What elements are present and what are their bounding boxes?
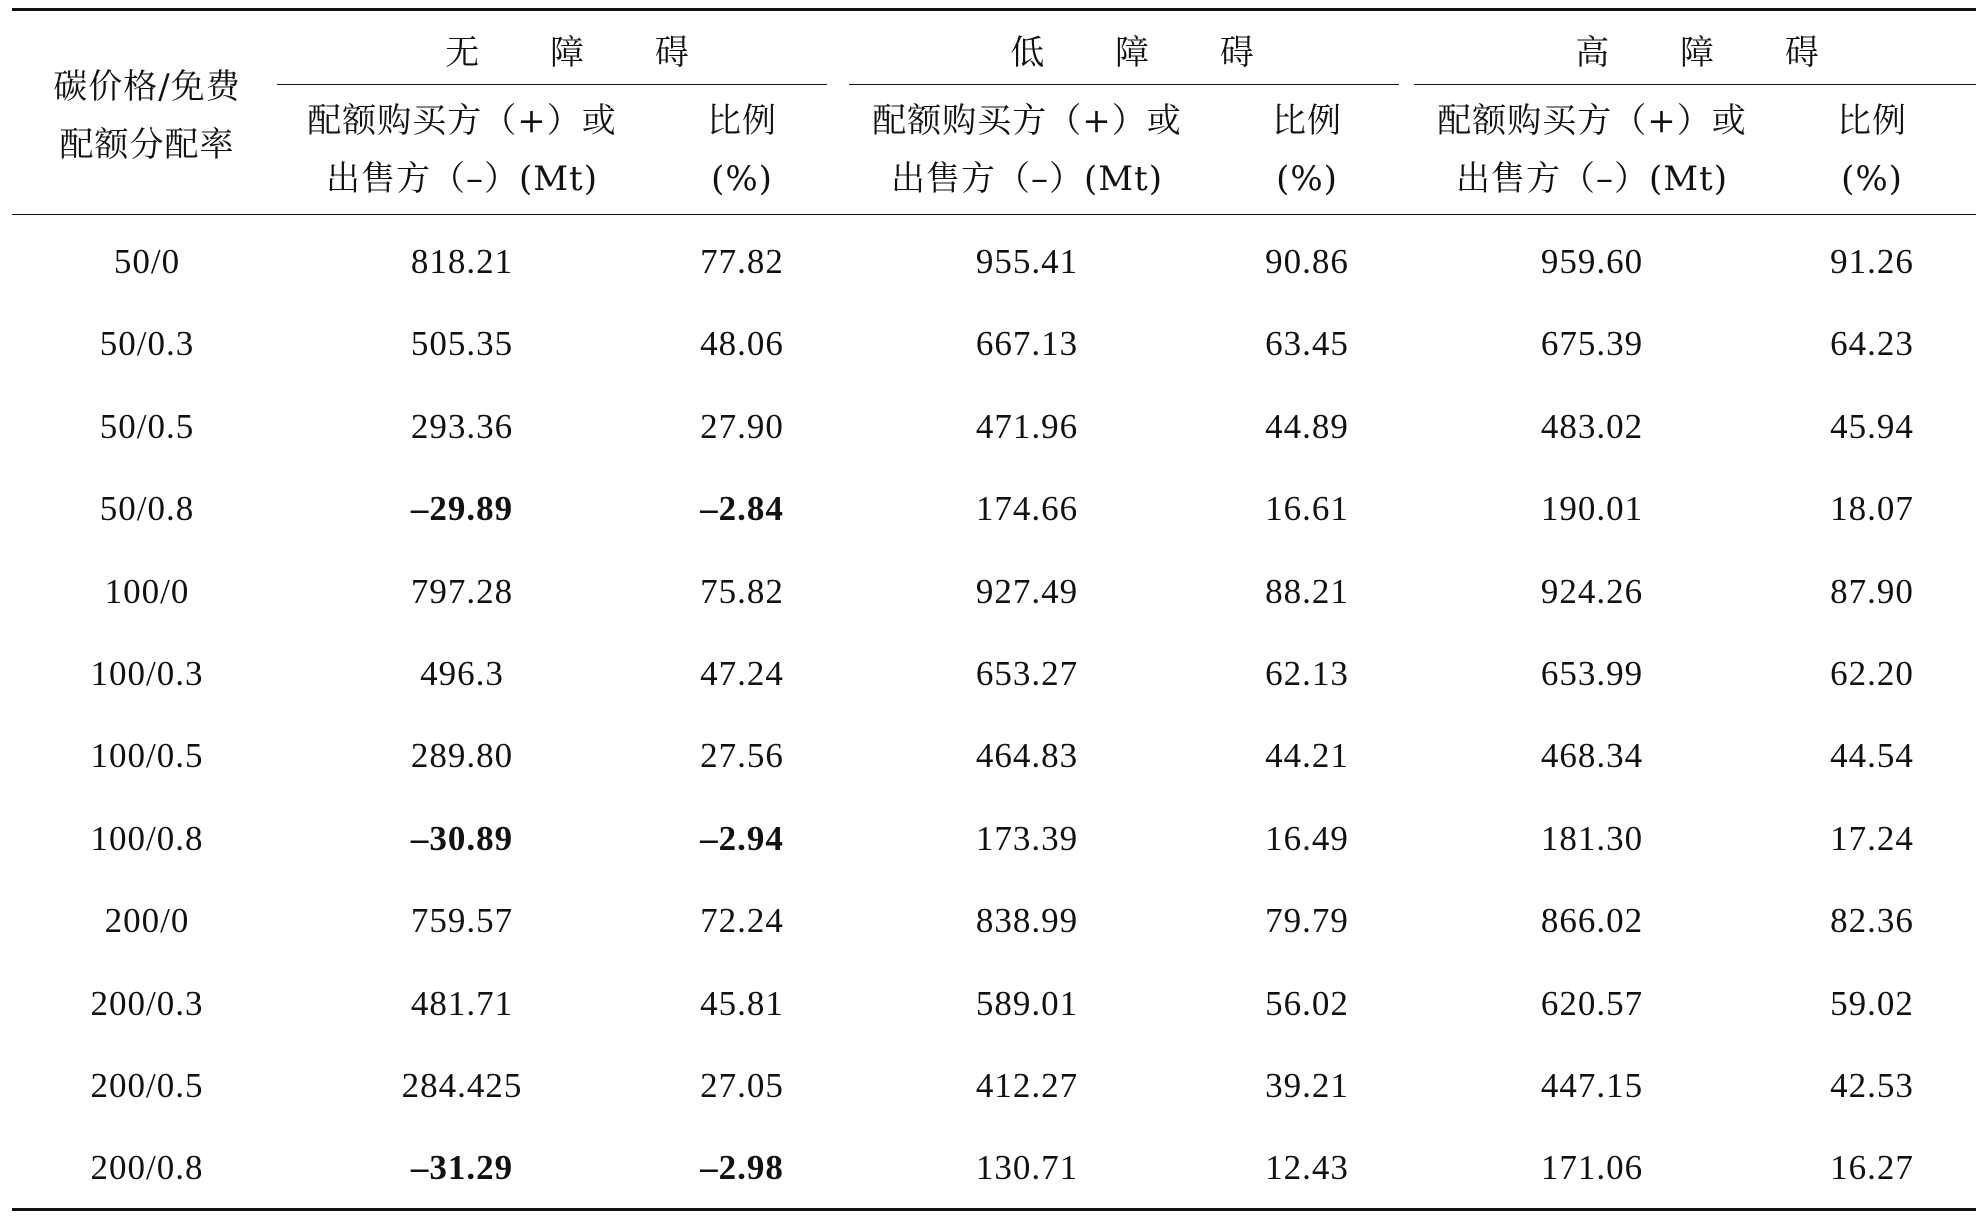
group-title-high-barrier: 高 障 碍 — [1575, 33, 1849, 73]
ratio-cell: 56.02 — [1265, 983, 1349, 1023]
ratio-cell: –2.94 — [700, 818, 784, 858]
row-header-line-1: 碳价格/免费 — [53, 67, 241, 107]
row-label: 200/0 — [104, 901, 190, 941]
ratio-cell: 16.49 — [1265, 818, 1349, 858]
amount-cell: 797.28 — [410, 571, 514, 611]
ratio-cell: 75.82 — [700, 571, 784, 611]
ratio-cell: 63.45 — [1265, 324, 1349, 364]
ratio-cell: 77.82 — [700, 242, 784, 281]
amount-cell: 468.34 — [1540, 736, 1644, 776]
amount-cell: 171.06 — [1540, 1148, 1644, 1188]
amount-cell: 818.21 — [410, 242, 514, 281]
group-underline-no-barrier — [277, 84, 827, 85]
ratio-cell: 45.81 — [700, 983, 784, 1023]
amount-cell: 759.57 — [410, 901, 514, 941]
group-title-no-barrier: 无 障 碍 — [445, 33, 719, 73]
row-label: 100/0.3 — [90, 654, 204, 693]
amount-cell: 483.02 — [1540, 406, 1644, 446]
amount-cell: 955.41 — [975, 242, 1079, 281]
table-top-rule — [12, 8, 1976, 11]
ratio-cell: 44.54 — [1830, 736, 1914, 776]
ratio-cell: 62.20 — [1830, 654, 1914, 693]
amount-cell: 620.57 — [1540, 983, 1644, 1023]
amount-cell: 505.35 — [410, 324, 514, 364]
ratio-cell: 17.24 — [1830, 818, 1914, 858]
ratio-cell: 44.21 — [1265, 736, 1349, 776]
amount-cell: 181.30 — [1540, 818, 1644, 858]
amount-cell: 447.15 — [1540, 1066, 1644, 1105]
amount-cell: 481.71 — [410, 983, 514, 1023]
row-label: 200/0.8 — [90, 1148, 204, 1188]
row-label: 100/0.8 — [90, 818, 204, 858]
amount-cell: 667.13 — [975, 324, 1079, 364]
row-label: 50/0.3 — [99, 324, 195, 364]
ratio-cell: 47.24 — [700, 654, 784, 693]
ratio-cell: 27.05 — [700, 1066, 784, 1105]
subheader-ratio-low-barrier-line-1: 比例 — [1272, 101, 1342, 141]
amount-cell: 284.425 — [401, 1066, 523, 1105]
amount-cell: 959.60 — [1540, 242, 1644, 281]
subheader-amount-no-barrier-line-2: 出售方（–）(Mt) — [325, 159, 598, 199]
subheader-amount-no-barrier-line-1: 配额购买方（+）或 — [307, 101, 617, 141]
amount-cell: 412.27 — [975, 1066, 1079, 1105]
ratio-cell: 91.26 — [1830, 242, 1914, 281]
amount-cell: 173.39 — [975, 818, 1079, 858]
subheader-ratio-high-barrier-line-2: (%) — [1841, 159, 1903, 199]
subheader-amount-low-barrier-line-1: 配额购买方（+）或 — [872, 101, 1182, 141]
amount-cell: 293.36 — [410, 406, 514, 446]
amount-cell: 653.99 — [1540, 654, 1644, 693]
amount-cell: 130.71 — [975, 1148, 1079, 1188]
amount-cell: 927.49 — [975, 571, 1079, 611]
amount-cell: 866.02 — [1540, 901, 1644, 941]
group-underline-high-barrier — [1414, 84, 1976, 85]
row-label: 100/0 — [104, 571, 190, 611]
subheader-ratio-no-barrier-line-1: 比例 — [707, 101, 777, 141]
ratio-cell: 82.36 — [1830, 901, 1914, 941]
amount-cell: –30.89 — [410, 818, 514, 858]
amount-cell: 464.83 — [975, 736, 1079, 776]
amount-cell: 471.96 — [975, 406, 1079, 446]
ratio-cell: 62.13 — [1265, 654, 1349, 693]
ratio-cell: 45.94 — [1830, 406, 1914, 446]
row-label: 200/0.5 — [90, 1066, 204, 1105]
ratio-cell: 72.24 — [700, 901, 784, 941]
amount-cell: –29.89 — [410, 489, 514, 529]
ratio-cell: 16.61 — [1265, 489, 1349, 529]
ratio-cell: 39.21 — [1265, 1066, 1349, 1105]
table-bottom-rule — [12, 1208, 1976, 1211]
group-title-low-barrier: 低 障 碍 — [1010, 33, 1284, 73]
subheader-amount-low-barrier-line-2: 出售方（–）(Mt) — [890, 159, 1163, 199]
ratio-cell: 27.90 — [700, 406, 784, 446]
row-label: 200/0.3 — [90, 983, 204, 1023]
ratio-cell: 90.86 — [1265, 242, 1349, 281]
amount-cell: 496.3 — [420, 654, 504, 693]
amount-cell: 289.80 — [410, 736, 514, 776]
amount-cell: 589.01 — [975, 983, 1079, 1023]
amount-cell: 675.39 — [1540, 324, 1644, 364]
ratio-cell: –2.98 — [700, 1148, 784, 1188]
ratio-cell: 48.06 — [700, 324, 784, 364]
ratio-cell: 88.21 — [1265, 571, 1349, 611]
ratio-cell: 18.07 — [1830, 489, 1914, 529]
row-label: 50/0 — [113, 242, 181, 281]
amount-cell: 838.99 — [975, 901, 1079, 941]
header-bottom-rule — [12, 214, 1976, 215]
ratio-cell: 27.56 — [700, 736, 784, 776]
amount-cell: 924.26 — [1540, 571, 1644, 611]
ratio-cell: 42.53 — [1830, 1066, 1914, 1105]
amount-cell: 174.66 — [975, 489, 1079, 529]
ratio-cell: 44.89 — [1265, 406, 1349, 446]
row-label: 50/0.5 — [99, 406, 195, 446]
row-header-line-2: 配额分配率 — [59, 125, 235, 165]
amount-cell: –31.29 — [410, 1148, 514, 1188]
subheader-ratio-no-barrier-line-2: (%) — [711, 159, 773, 199]
amount-cell: 653.27 — [975, 654, 1079, 693]
ratio-cell: –2.84 — [700, 489, 784, 529]
ratio-cell: 12.43 — [1265, 1148, 1349, 1188]
ratio-cell: 59.02 — [1830, 983, 1914, 1023]
row-label: 50/0.8 — [99, 489, 195, 529]
ratio-cell: 79.79 — [1265, 901, 1349, 941]
subheader-ratio-high-barrier-line-1: 比例 — [1837, 101, 1907, 141]
amount-cell: 190.01 — [1540, 489, 1644, 529]
subheader-amount-high-barrier-line-2: 出售方（–）(Mt) — [1455, 159, 1728, 199]
ratio-cell: 64.23 — [1830, 324, 1914, 364]
row-label: 100/0.5 — [90, 736, 204, 776]
ratio-cell: 16.27 — [1830, 1148, 1914, 1188]
subheader-ratio-low-barrier-line-2: (%) — [1276, 159, 1338, 199]
subheader-amount-high-barrier-line-1: 配额购买方（+）或 — [1437, 101, 1747, 141]
ratio-cell: 87.90 — [1830, 571, 1914, 611]
group-underline-low-barrier — [849, 84, 1399, 85]
